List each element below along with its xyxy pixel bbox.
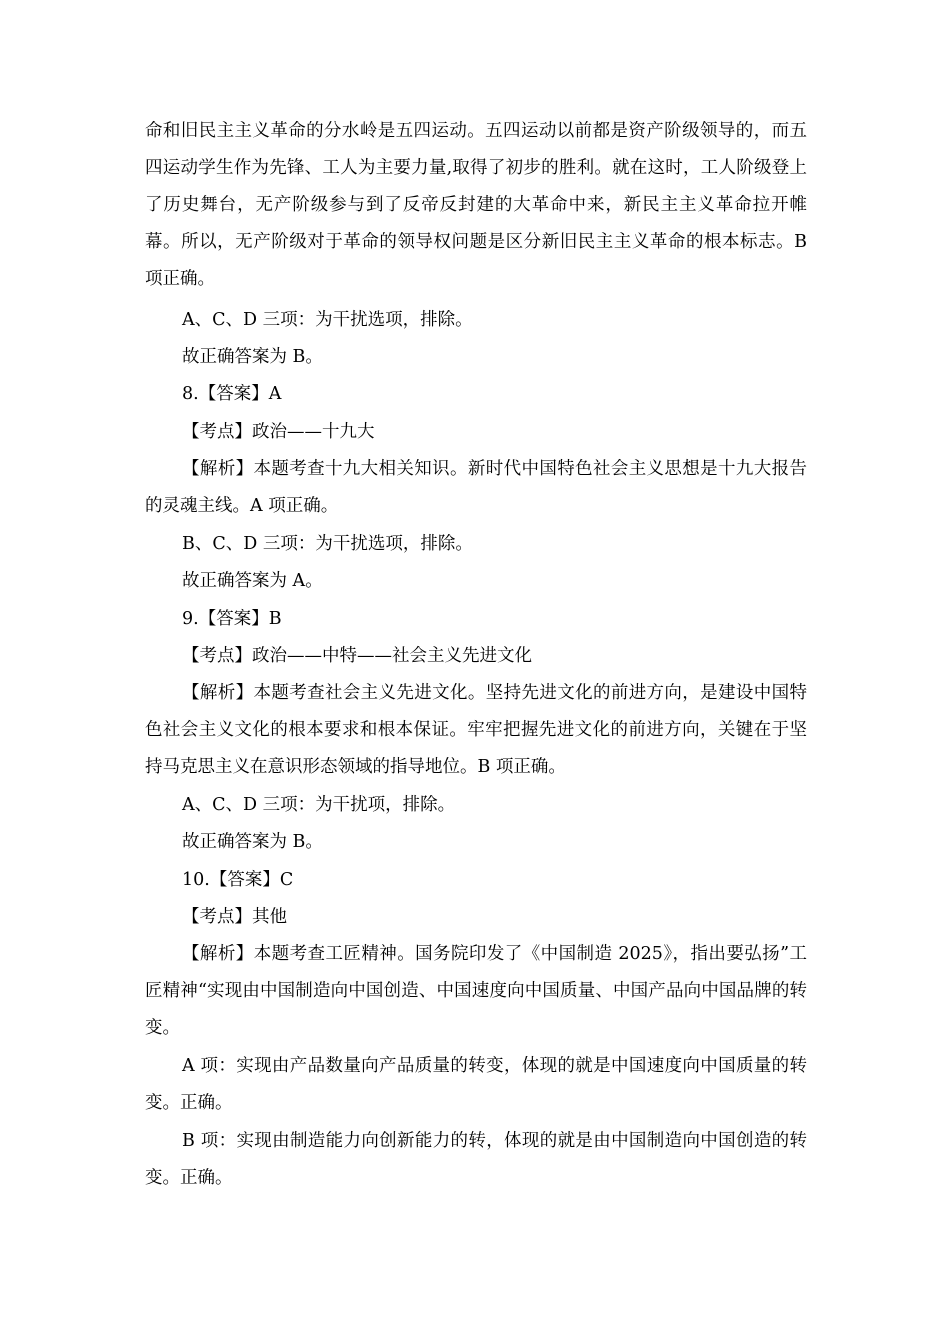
question-8-analysis: 【解析】本题考查十九大相关知识。新时代中国特色社会主义思想是十九大报告的灵魂主线。A 项正确。	[145, 459, 807, 516]
question-8-topic: 【考点】政治——十九大	[182, 422, 375, 442]
question-10-option-a: A 项：实现由产品数量向产品质量的转变，体现的就是中国速度向中国质量的转变。正确。	[145, 1056, 807, 1113]
question-9-conclusion: 故正确答案为 B。	[182, 832, 323, 852]
question-8-distractors: B、C、D 三项：为干扰选项，排除。	[182, 534, 473, 554]
paragraph-answer-7: 故正确答案为 B。	[182, 347, 323, 367]
question-9-answer: 9.【答案】B	[182, 609, 282, 629]
question-8-conclusion: 故正确答案为 A。	[182, 571, 323, 591]
question-8-answer: 8.【答案】A	[182, 384, 282, 404]
question-9-topic: 【考点】政治——中特——社会主义先进文化	[182, 646, 532, 666]
question-9-distractors: A、C、D 三项：为干扰项，排除。	[182, 795, 456, 815]
question-10-analysis: 【解析】本题考查工匠精神。国务院印发了《中国制造 2025》，指出要弘扬”工匠精神“实现由中国制造向中国创造、中国速度向中国质量、中国产品向中国品牌的转变。	[145, 944, 807, 1038]
question-9-analysis: 【解析】本题考查社会主义先进文化。坚持先进文化的前进方向，是建设中国特色社会主义文化的根本要求和根本保证。牢牢把握先进文化的前进方向，关键在于坚持马克思主义在意识形态领域的指导地位。B 项正确。	[145, 683, 807, 777]
paragraph-distractors-7: A、C、D 三项：为干扰选项，排除。	[182, 310, 473, 330]
paragraph-continuation: 命和旧民主主义革命的分水岭是五四运动。五四运动以前都是资产阶级领导的，而五四运动学生作为先锋、工人为主要力量,取得了初步的胜利。就在这时，工人阶级登上了历史舞台，无产阶级参与到了反帝反封建的大革命中来，新民主主义革命拉开帷幕。所以，无产阶级对于革命的领导权问题是区分新旧民主主义革命的根本标志。B 项正确。	[145, 121, 807, 289]
question-10-option-b: B 项：实现由制造能力向创新能力的转，体现的就是由中国制造向中国创造的转变。正确。	[145, 1131, 807, 1188]
question-10-topic: 【考点】其他	[182, 907, 287, 927]
question-10-answer: 10.【答案】C	[182, 870, 294, 890]
